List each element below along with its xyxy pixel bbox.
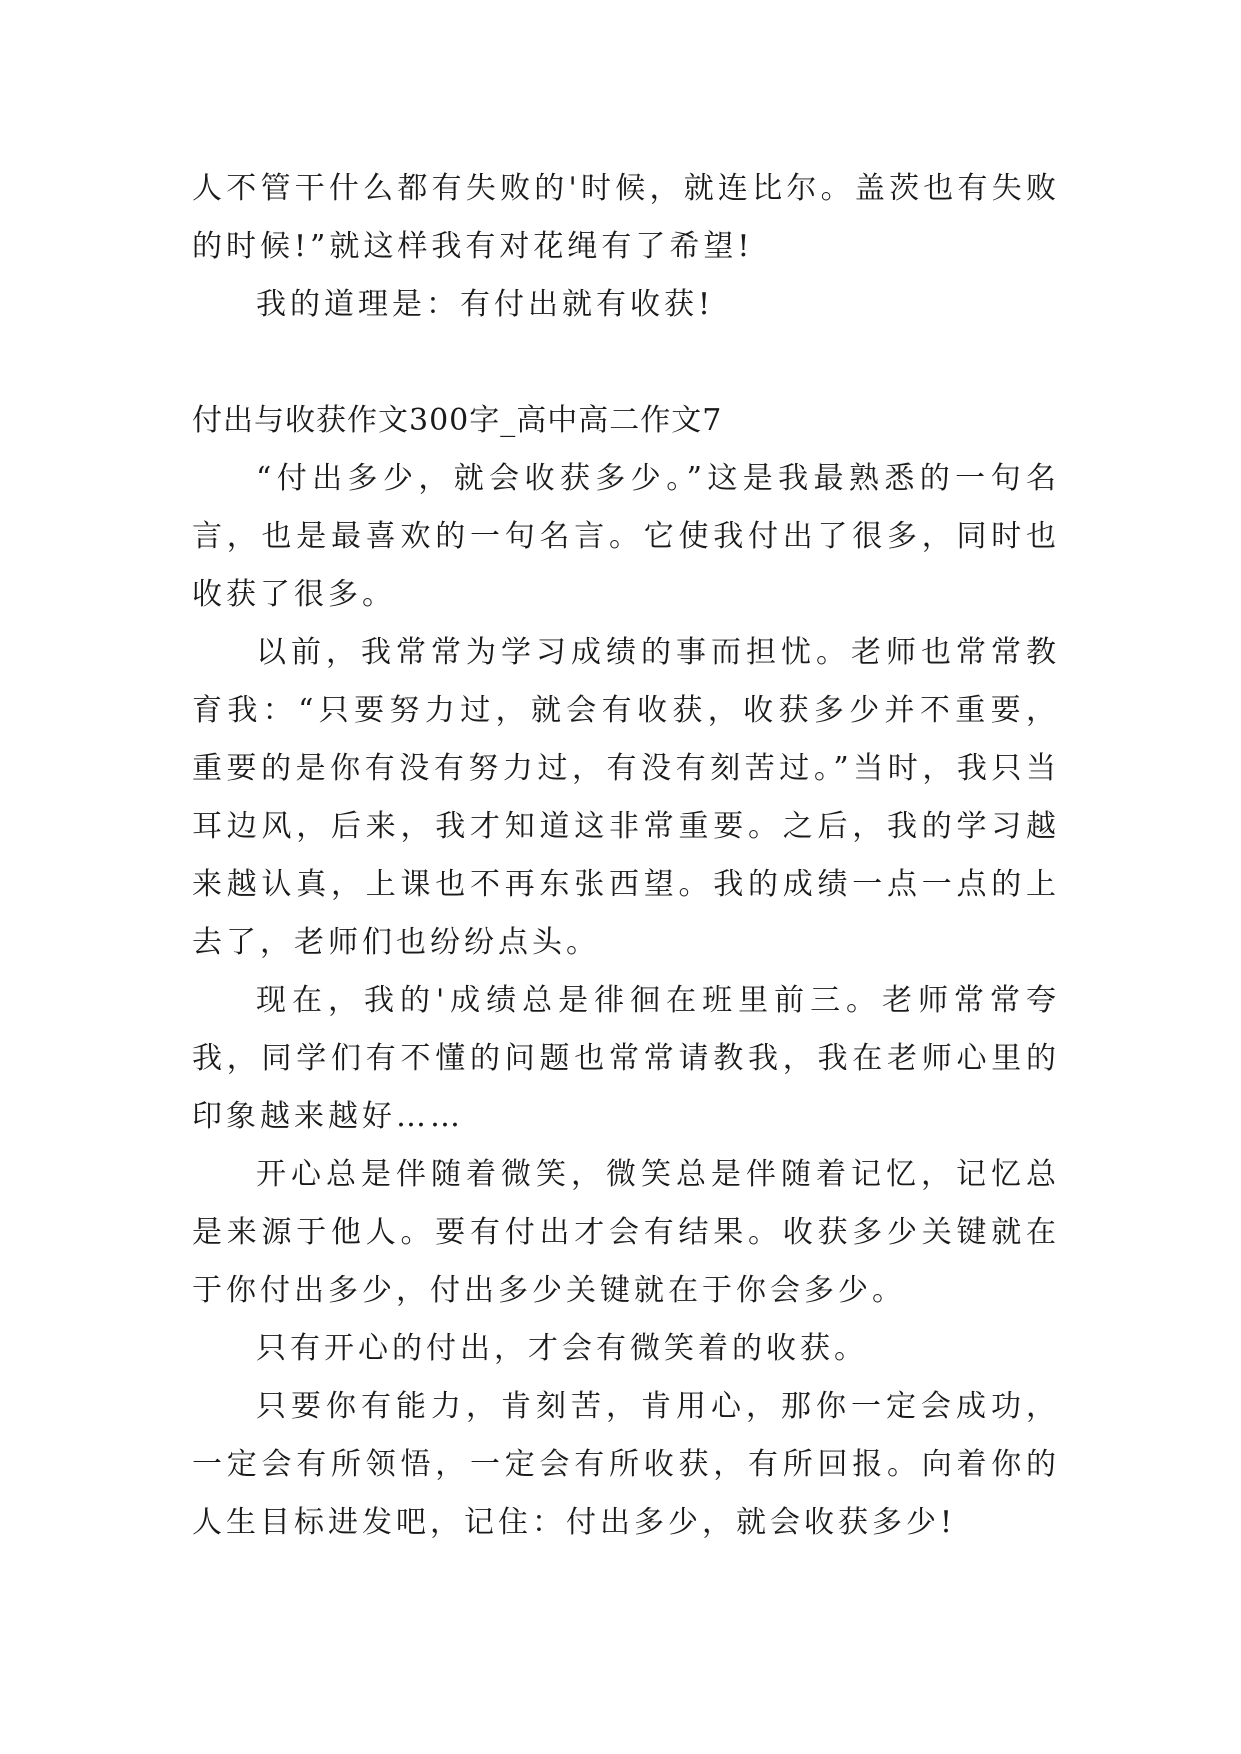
essay-paragraph-3: 现在，我的'成绩总是徘徊在班里前三。老师常常夸我，同学们有不懂的问题也常常请教我，我在老师心里的印象越来越好…… xyxy=(192,983,1060,1134)
essay-paragraph-2: 以前，我常常为学习成绩的事而担忧。老师也常常教育我：“只要努力过，就会有收获，收获多少并不重要，重要的是你有没有努力过，有没有刻苦过。”当时，我只当耳边风，后来，我才知道这非常重要。之后，我的学习越来越认真，上课也不再东张西望。我的成绩一点一点的上去了，老师们也纷纷点头。 xyxy=(192,635,1060,960)
essay-paragraph-5: 只有开心的付出，才会有微笑着的收获。 xyxy=(256,1331,868,1366)
section-title: 付出与收获作文300字_高中高二作文7 xyxy=(192,403,723,438)
essay-paragraph-4: 开心总是伴随着微笑，微笑总是伴随着记忆，记忆总是来源于他人。要有付出才会有结果。收获多少关键就在于你付出多少，付出多少关键就在于你会多少。 xyxy=(192,1157,1060,1308)
section-spacer xyxy=(192,334,1060,392)
essay-paragraph-1: “付出多少，就会收获多少。”这是我最熟悉的一句名言，也是最喜欢的一句名言。它使我付出了很多，同时也收获了很多。 xyxy=(192,461,1060,612)
moral-paragraph: 我的道理是：有付出就有收获! xyxy=(256,287,715,322)
essay-paragraph-6: 只要你有能力，肯刻苦，肯用心，那你一定会成功，一定会有所领悟，一定会有所收获，有所回报。向着你的人生目标进发吧，记住：付出多少，就会收获多少! xyxy=(192,1389,1060,1540)
document-body xyxy=(192,160,1060,1552)
carryover-paragraph: 人不管干什么都有失败的'时候，就连比尔。盖茨也有失败的时候!”就这样我有对花绳有了希望! xyxy=(192,171,1060,264)
